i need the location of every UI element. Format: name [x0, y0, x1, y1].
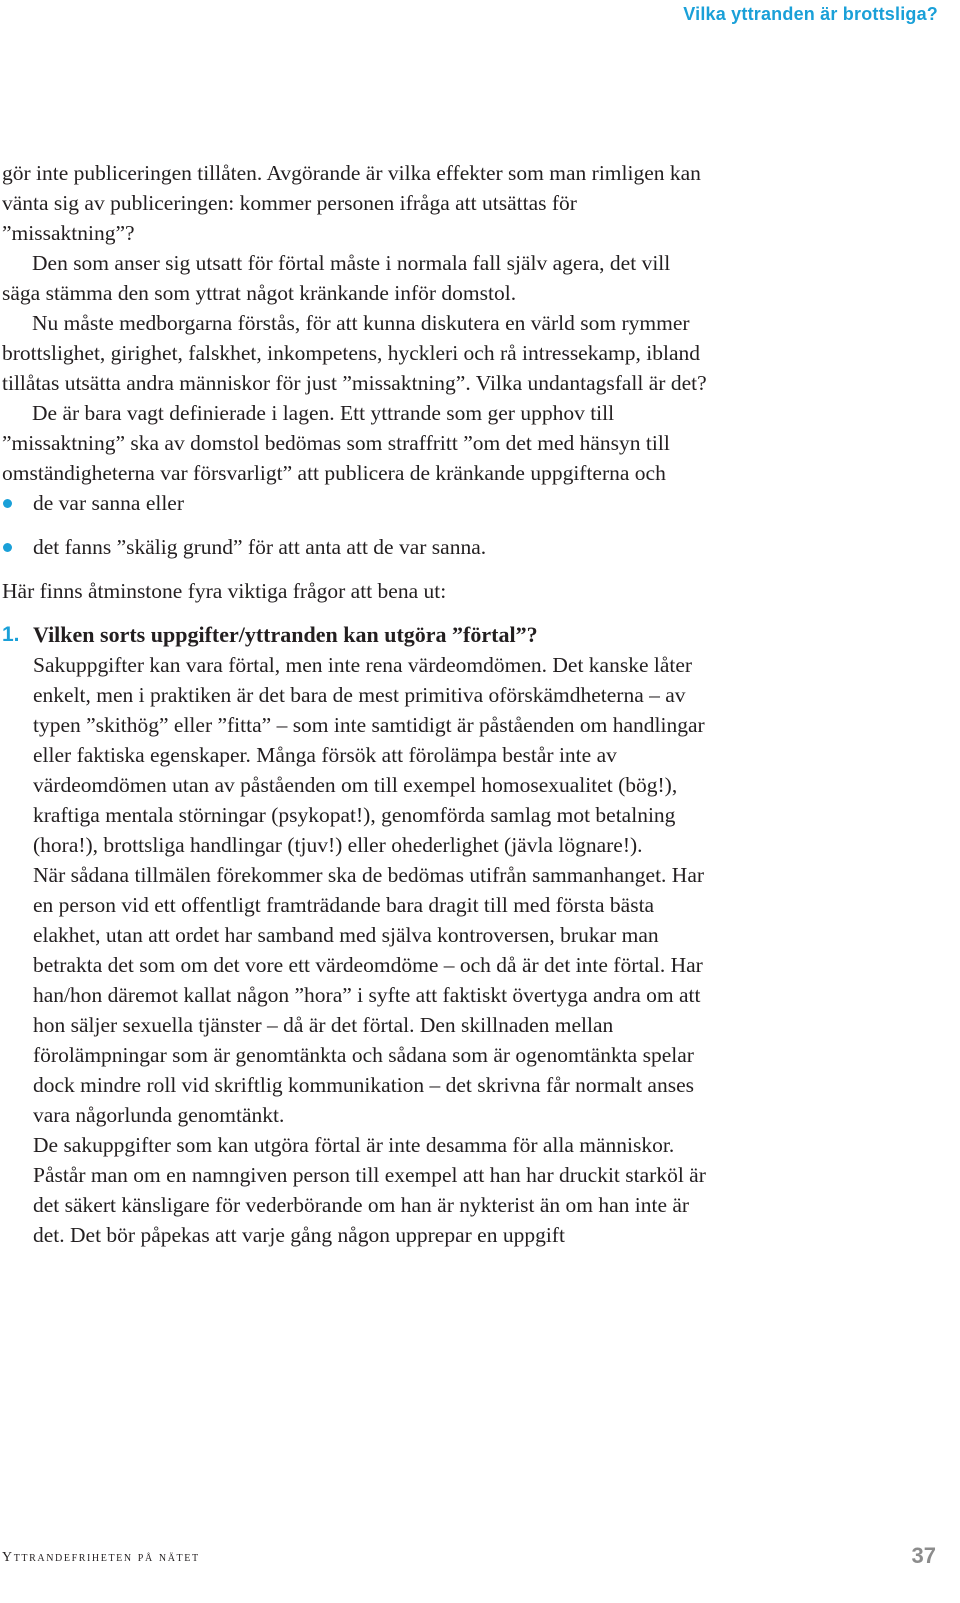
bullet-list — [2, 488, 707, 562]
paragraph: Nu måste medborgarna förstås, för att kunna diskutera en värld som rymmer brottslighet, girighet, falskhet, inkompetens, hyckleri och rå intressekamp, ibland tillåtas utsätta andra människor för just ”missaktning”. Vilka undantagsfall är det? — [2, 311, 707, 395]
paragraph: Den som anser sig utsatt för förtal måste i normala fall själv agera, det vill säga stämma den som yttrat något kränkande inför domstol. — [2, 251, 671, 305]
bullet-icon — [3, 499, 12, 508]
footer-publication-title: Yttrandefriheten på nätet — [2, 1550, 200, 1565]
page-number: 37 — [911, 1543, 936, 1568]
bullet-item — [2, 488, 707, 518]
bullet-text: de var sanna eller — [33, 491, 185, 515]
bullet-text: det fanns ”skälig grund” för att anta att de var sanna. — [33, 535, 487, 559]
question-number: 1. — [2, 623, 20, 646]
bullet-item — [2, 532, 707, 562]
paragraph: gör inte publiceringen tillåten. Avgörande är vilka effekter som man rimligen kan vänta sig av publiceringen: kommer personen ifråga att utsättas för ”missaktning”? — [2, 161, 701, 245]
questions-intro: Här finns åtminstone fyra viktiga frågor att bena ut: — [2, 579, 447, 603]
body-text — [2, 158, 707, 1250]
paragraph: De är bara vagt definierade i lagen. Ett yttrande som ger upphov till ”missaktning” ska av domstol bedömas som straffritt ”om det med hänsyn till omständigheterna var försvarligt” att publicera de kränkande uppgifterna och — [2, 401, 670, 485]
question-heading: Vilken sorts uppgifter/yttranden kan utgöra ”förtal”? — [33, 622, 538, 647]
running-header-title: Vilka yttranden är brottsliga? — [683, 4, 938, 24]
numbered-questions — [2, 620, 707, 1250]
bullet-icon — [3, 543, 12, 552]
question-paragraph: Sakuppgifter kan vara förtal, men inte rena värdeomdömen. Det kanske låter enkelt, men i praktiken är det bara de mest primitiva oförskämdheterna – av typen ”skithög” eller ”fitta” – som inte samtidigt är påståenden om handlingar eller faktiska egenskaper. Många försök att förolämpa består inte av värdeomdömen utan av påståenden om till exempel homosexualitet (bög!), kraftiga mentala störningar (psykopat!), genomförda samlag mot betalning (hora!), brottsliga handlingar (tjuv!) eller ohederlighet (jävla lögnare!). — [33, 653, 705, 857]
question-paragraph: När sådana tillmälen förekommer ska de bedömas utifrån sammanhanget. Har en person vid ett offentligt framträdande bara dragit till med första bästa elakhet, utan att ordet har samband med själva kontroversen, brukar man betrakta det som om det vore ett värdeomdöme – och då är det inte förtal. Har han/hon däremot kallat någon ”hora” i syfte att faktiskt övertyga andra om att hon säljer sexuella tjänster – då är det förtal. Den skillnaden mellan förolämpningar som är genomtänkta och sådana som är ogenomtänkta spelar dock mindre roll vid skriftlig kommunikation – det skrivna får normalt anses vara någorlunda genomtänkt. — [33, 863, 705, 1127]
question-paragraph: De sakuppgifter som kan utgöra förtal är inte desamma för alla människor. Påstår man om en namngiven person till exempel att han har druckit starköl är det säkert känsligare för vederbörande om han är nykterist än om han inte är det. Det bör påpekas att varje gång någon upprepar en uppgift — [33, 1133, 706, 1247]
question-item — [2, 620, 707, 1250]
